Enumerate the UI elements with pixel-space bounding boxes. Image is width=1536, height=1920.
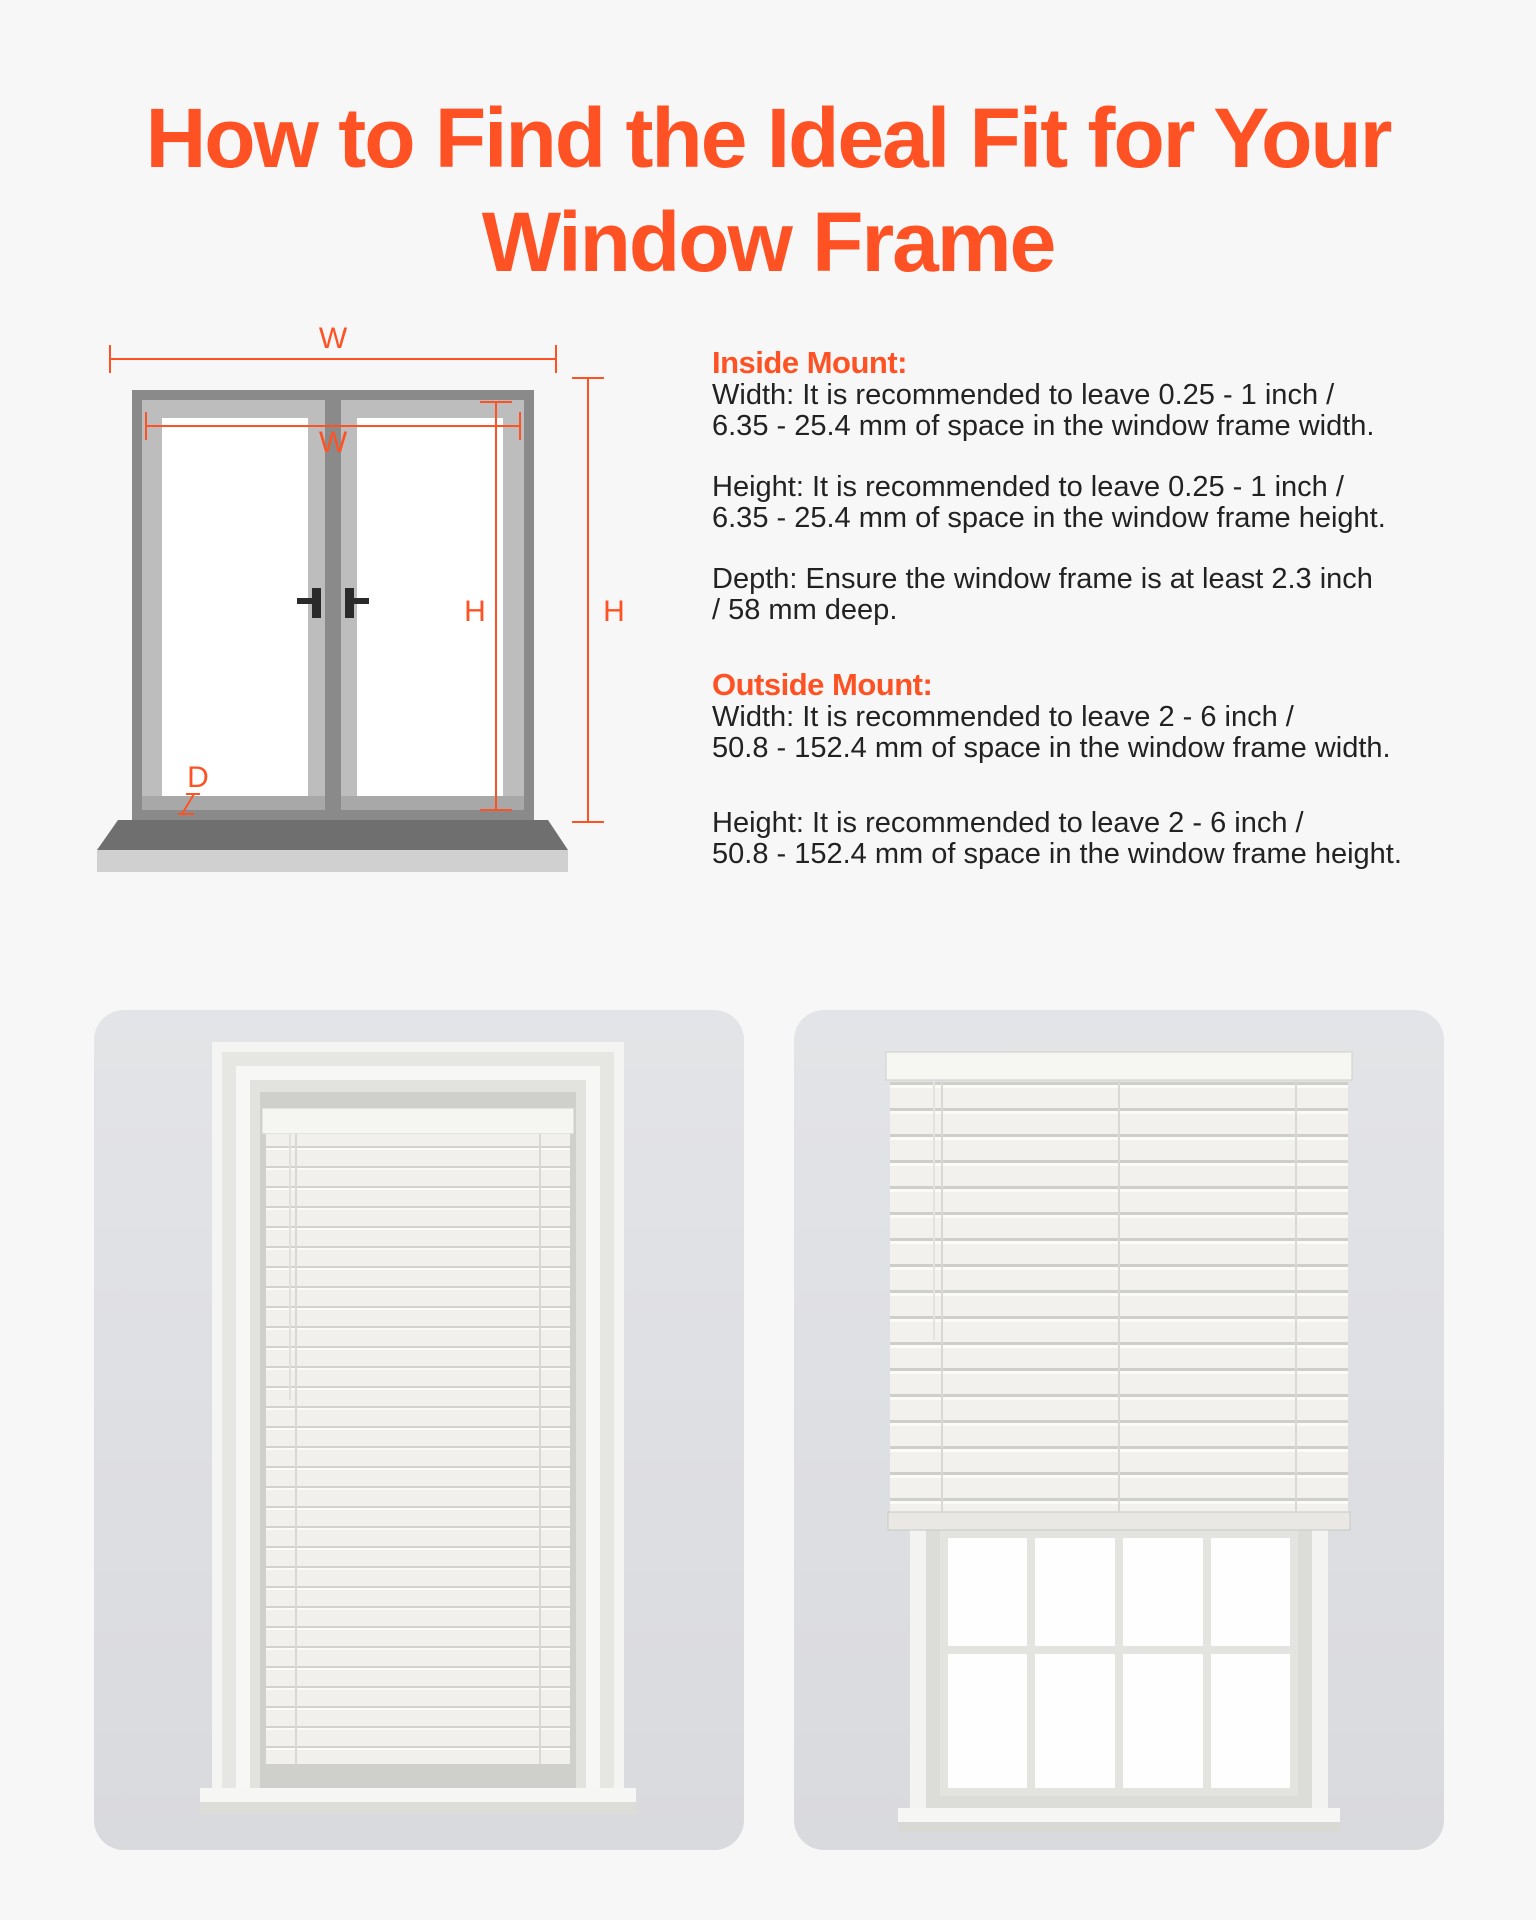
inside-mount-depth-text bbox=[712, 564, 1492, 626]
inside-mount-illustration bbox=[94, 1010, 744, 1850]
page-title bbox=[0, 86, 1536, 294]
page-title-line-2: Window Frame bbox=[481, 195, 1055, 289]
window-measurement-diagram bbox=[0, 300, 700, 900]
outside-mount-height-text bbox=[712, 808, 1492, 870]
inside-mount-heading: Inside Mount: bbox=[712, 345, 907, 380]
depth-label: D bbox=[187, 761, 209, 794]
inside-height-line-2: 6.35 - 25.4 mm of space in the window frame height. bbox=[712, 502, 1386, 534]
outside-mount-heading: Outside Mount: bbox=[712, 667, 933, 702]
left-glass bbox=[162, 418, 308, 796]
inside-mount-width-text bbox=[712, 380, 1492, 442]
center-mullion bbox=[325, 400, 341, 810]
page-title-line-1: How to Find the Ideal Fit for Your bbox=[145, 91, 1391, 185]
outer-height-label: H bbox=[603, 595, 625, 628]
inside-width-line-1: Width: It is recommended to leave 0.25 - 1 inch / bbox=[712, 379, 1335, 411]
inner-width-label: W bbox=[318, 426, 348, 459]
inside-height-line-1: Height: It is recommended to leave 0.25 - 1 inch / bbox=[712, 471, 1344, 503]
outside-height-line-1: Height: It is recommended to leave 2 - 6 inch / bbox=[712, 807, 1304, 839]
window-sill-top bbox=[97, 820, 568, 850]
inner-height-label: H bbox=[464, 595, 486, 628]
outside-width-line-2: 50.8 - 152.4 mm of space in the window frame width. bbox=[712, 732, 1391, 764]
measurement-instructions bbox=[712, 346, 1492, 900]
inside-depth-line-2: / 58 mm deep. bbox=[712, 594, 898, 626]
outside-mount-illustration bbox=[794, 1010, 1444, 1850]
left-bottom-rail bbox=[142, 796, 325, 810]
outside-height-line-2: 50.8 - 152.4 mm of space in the window frame height. bbox=[712, 838, 1402, 870]
outer-width-label: W bbox=[318, 322, 348, 355]
inside-mount-blinds-picture bbox=[94, 1010, 744, 1850]
outside-mount-width-text bbox=[712, 702, 1492, 764]
inside-mount-height-text bbox=[712, 472, 1492, 534]
outside-width-line-1: Width: It is recommended to leave 2 - 6 inch / bbox=[712, 701, 1294, 733]
inside-width-line-2: 6.35 - 25.4 mm of space in the window frame width. bbox=[712, 410, 1375, 442]
outside-mount-blinds-picture bbox=[794, 1010, 1444, 1850]
window-sill-front bbox=[97, 850, 568, 872]
outer-height-dimension bbox=[572, 378, 604, 822]
inside-depth-line-1: Depth: Ensure the window frame is at least 2.3 inch bbox=[712, 563, 1373, 595]
